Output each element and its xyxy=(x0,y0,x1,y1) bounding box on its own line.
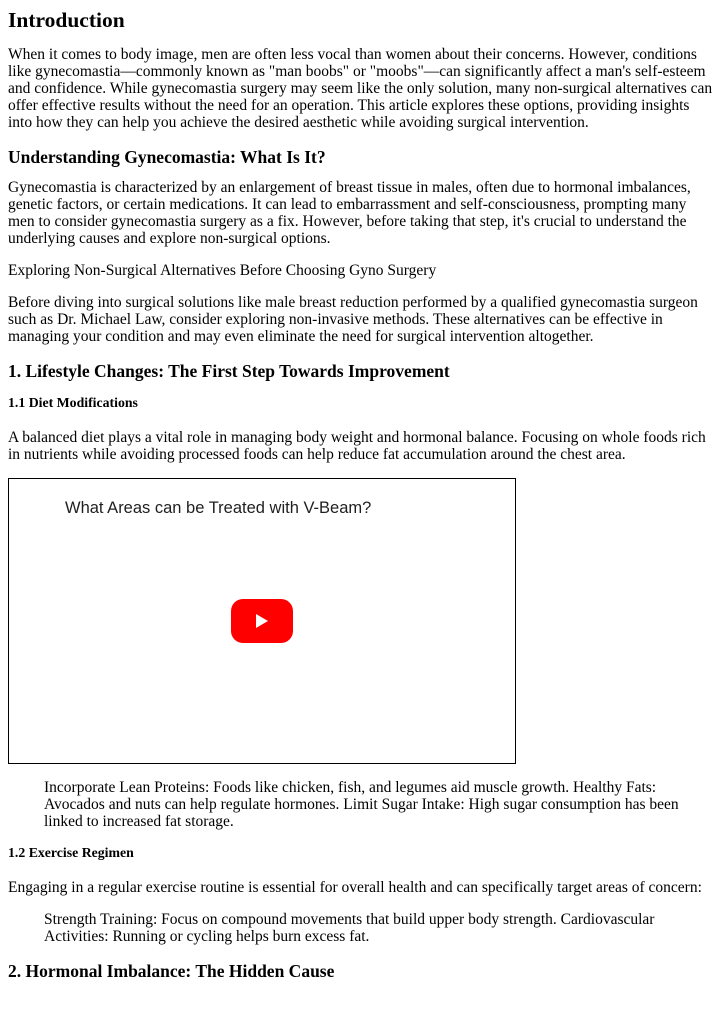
intro-paragraph: When it comes to body image, men are often less vocal than women about their concerns. However, conditions like gynecomastia—commonly known as "man boobs" or "moobs"—can significantly affect a man's self-esteem and confidence. While gynecomastia surgery may seem like the only solution, many non-surgical alternatives can offer effective results without the need for an operation. This article explores these options, providing insights into how they can help you achieve the desired aesthetic while avoiding surgical intervention. xyxy=(8,46,713,131)
section-heading-lifestyle: 1. Lifestyle Changes: The First Step Towards Improvement xyxy=(8,361,450,381)
section-heading-understanding: Understanding Gynecomastia: What Is It? xyxy=(8,147,326,167)
subsection-heading-diet: 1.1 Diet Modifications xyxy=(8,395,138,410)
video-embed[interactable] xyxy=(8,478,516,764)
play-icon xyxy=(231,599,293,643)
exploring-paragraph: Before diving into surgical solutions like male breast reduction performed by a qualified gynecomastia surgeon such as Dr. Michael Law, consider exploring non-invasive methods. These alternatives can be effective in managing your condition and may even eliminate the need for surgical intervention altogether. xyxy=(8,294,698,345)
diet-list: Incorporate Lean Proteins: Foods like chicken, fish, and legumes aid muscle growth. Healthy Fats: Avocados and nuts can help regulate hormones. Limit Sugar Intake: High sugar consumption has been linked to increased fat storage. xyxy=(44,779,679,830)
section-heading-hormonal: 2. Hormonal Imbalance: The Hidden Cause xyxy=(8,961,335,981)
exploring-title: Exploring Non-Surgical Alternatives Before Choosing Gyno Surgery xyxy=(8,262,437,279)
video-title[interactable]: What Areas can be Treated with V-Beam? xyxy=(65,499,372,517)
page-title: Introduction xyxy=(8,8,125,32)
diet-paragraph: A balanced diet plays a vital role in managing body weight and hormonal balance. Focusing on whole foods rich in nutrients while avoiding processed foods can help reduce fat accumulation around the chest area. xyxy=(8,429,706,463)
article xyxy=(0,8,720,981)
subsection-heading-exercise: 1.2 Exercise Regimen xyxy=(8,845,134,860)
exercise-paragraph: Engaging in a regular exercise routine is essential for overall health and can specifically target areas of concern: xyxy=(8,879,702,896)
exercise-list: Strength Training: Focus on compound movements that build upper body strength. Cardiovascular Activities: Running or cycling helps burn excess fat. xyxy=(44,911,655,945)
play-button[interactable] xyxy=(231,599,293,643)
understanding-paragraph: Gynecomastia is characterized by an enlargement of breast tissue in males, often due to hormonal imbalances, genetic factors, or certain medications. It can lead to embarrassment and self-consciousness, prompting many men to consider gynecomastia surgery as a fix. However, before taking that step, it's crucial to understand the underlying causes and explore non-surgical options. xyxy=(8,179,691,247)
